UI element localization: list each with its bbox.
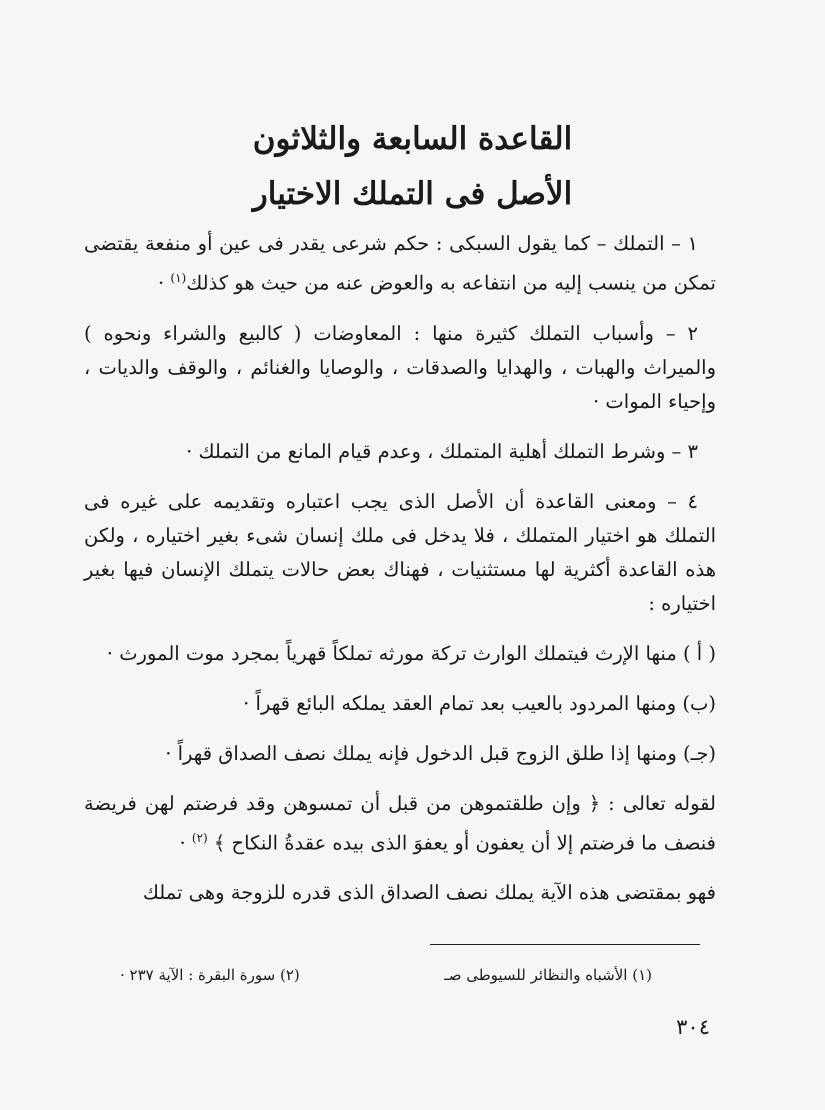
- body-text: [84, 227, 716, 926]
- footnotes: [120, 962, 652, 988]
- footnote-divider: [430, 944, 700, 945]
- footnote-2: (٢) سورة البقرة : الآية ٢٣٧ ·: [120, 966, 300, 984]
- footnote-ref-1: (١): [170, 271, 187, 285]
- page-number: ٣٠٤: [676, 1015, 710, 1039]
- footnote-1: (١) الأشباه والنظائر للسيوطى صـ: [444, 966, 652, 984]
- paragraph-9: فهو بمقتضى هذه الآية يملك نصف الصداق الذى قدره للزوجة وهى تملك: [142, 881, 716, 904]
- rule-title: القاعدة السابعة والثلاثون: [252, 121, 573, 157]
- paragraph-2: ٢ – وأسباب التملك كثيرة منها : المعاوضات ( كالبيع والشراء ونحوه ) والميراث والهبات ، والهدايا والصدقات ، والوصايا والغنائم ، والوقف والديات ، وإحياء الموات ·: [84, 321, 716, 413]
- paragraph-8: لقوله تعالى : ﴿ وإن طلقتموهن من قبل أن تمسوهن وقد فرضتم لهن فريضة فنصف ما فرضتم إلا أن يعفون أو يعفوَ الذى بيده عقدةُ النكاح ﴾ $^{(٢)}$ ·: [84, 791, 716, 854]
- paragraph-6: (ب) ومنها المردود بالعيب بعد تمام العقد يملكه البائع قهراً ·: [243, 691, 716, 715]
- paragraph-7: (جـ) ومنها إذا طلق الزوج قبل الدخول فإنه يملك نصف الصداق قهراً ·: [165, 741, 716, 765]
- footnote-ref-2: (٢): [191, 830, 208, 845]
- paragraph-4: ٤ – ومعنى القاعدة أن الأصل الذى يجب اعتباره وتقديمه على غيره فى التملك هو اختيار المتملك ، فلا يدخل فى ملك إنسان شىء بغير اختياره ، ولكن هذه القاعدة أكثرية لها مستثنيات ، فهناك بعض حالات يتملك الإنسان فيها بغير اختياره :: [84, 489, 716, 615]
- paragraph-3: ٣ – وشرط التملك أهلية المتملك ، وعدم قيام المانع من التملك ·: [186, 439, 698, 463]
- title-block: [0, 112, 825, 222]
- rule-subtitle: الأصل فى التملك الاختيار: [252, 176, 573, 212]
- paragraph-5: ( أ ) منها الإرث فيتملك الوارث تركة مورثه تملكاً قهرياً بمجرد موت المورث ·: [106, 641, 716, 665]
- paragraph-1: ١ – التملك – كما يقول السبكى : حكم شرعى يقدر فى عين أو منفعة يقتضى تمكن من ينسب إليه من انتفاعه به والعوض عنه من حيث هو كذلك$^{(١)}$ ·: [84, 232, 716, 295]
